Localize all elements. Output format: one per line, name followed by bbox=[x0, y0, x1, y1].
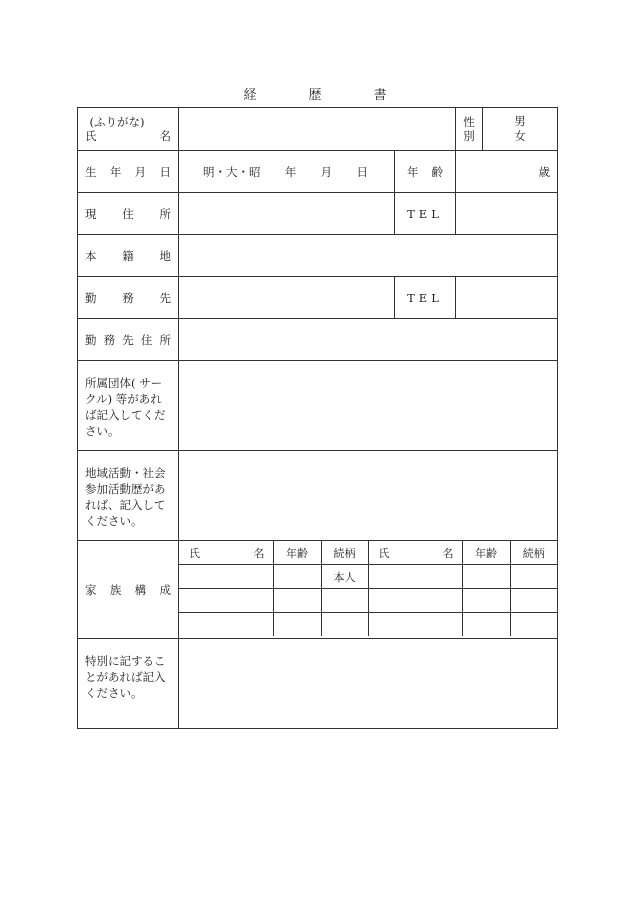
family-name-header bbox=[368, 541, 462, 565]
family-age-cell[interactable] bbox=[462, 565, 510, 589]
work-address-field[interactable] bbox=[179, 319, 558, 361]
community-field[interactable] bbox=[179, 451, 558, 541]
label-line: ば記入してくだ bbox=[85, 408, 166, 422]
family-name-cell[interactable] bbox=[368, 613, 462, 637]
groups-row bbox=[78, 361, 558, 451]
title-char: 歴 bbox=[308, 88, 322, 103]
domicile-label bbox=[78, 235, 179, 277]
label-char: 地 bbox=[159, 248, 171, 263]
gender-label bbox=[456, 108, 483, 151]
label-char: 家 bbox=[85, 582, 97, 597]
family-member-row bbox=[179, 589, 557, 613]
document-title bbox=[0, 84, 630, 103]
gender-label-char: 性 bbox=[463, 115, 475, 129]
address-label bbox=[78, 193, 179, 235]
family-age-header: 年齢 bbox=[462, 541, 510, 565]
family-age-header: 年齢 bbox=[273, 541, 321, 565]
name-row bbox=[78, 108, 558, 151]
family-member-row bbox=[179, 613, 557, 637]
name-label bbox=[78, 108, 179, 151]
age-unit: 歳 bbox=[538, 164, 550, 179]
age-field[interactable] bbox=[456, 151, 558, 193]
label-line: クル) 等があれ bbox=[85, 392, 162, 406]
family-name-cell[interactable] bbox=[179, 589, 273, 613]
family-table bbox=[179, 541, 557, 636]
label-char: 住 bbox=[140, 332, 153, 347]
header-char: 名 bbox=[253, 546, 265, 560]
workplace-tel-label: TEL bbox=[395, 277, 456, 319]
title-char: 経 bbox=[243, 88, 257, 103]
label-char: 成 bbox=[159, 582, 171, 597]
family-age-cell[interactable] bbox=[273, 589, 321, 613]
label-char: 所 bbox=[159, 332, 171, 347]
family-relation-cell[interactable]: 本人 bbox=[321, 565, 368, 589]
address-row bbox=[78, 193, 558, 235]
community-row bbox=[78, 451, 558, 541]
era-options: 明・大・昭 bbox=[203, 164, 261, 179]
groups-field[interactable] bbox=[179, 361, 558, 451]
name-label-char: 名 bbox=[159, 129, 171, 143]
label-char: 年 bbox=[109, 164, 122, 179]
workplace-tel-field[interactable] bbox=[456, 277, 558, 319]
label-char: 本 bbox=[85, 248, 97, 263]
family-label bbox=[78, 541, 179, 639]
month-label: 月 bbox=[320, 164, 333, 179]
label-char: 生 bbox=[85, 164, 97, 179]
label-line: 所属団体( サー bbox=[85, 376, 163, 390]
family-age-cell[interactable] bbox=[462, 613, 510, 637]
family-relation-cell[interactable] bbox=[510, 589, 557, 613]
header-char: 名 bbox=[442, 546, 454, 560]
label-char: 年 bbox=[407, 164, 419, 179]
label-char: 籍 bbox=[122, 248, 134, 263]
label-char: 務 bbox=[103, 332, 116, 347]
label-line: れば、記入して bbox=[85, 498, 166, 512]
label-char: 先 bbox=[159, 290, 171, 305]
label-char: 日 bbox=[159, 164, 171, 179]
family-relation-header: 続柄 bbox=[510, 541, 557, 565]
family-relation-cell[interactable] bbox=[321, 613, 368, 637]
day-label: 日 bbox=[356, 164, 368, 179]
workplace-field[interactable] bbox=[179, 277, 395, 319]
birthdate-label bbox=[78, 151, 179, 193]
gender-female-option[interactable]: 女 bbox=[514, 129, 526, 143]
header-char: 氏 bbox=[378, 546, 390, 560]
label-char: 務 bbox=[122, 290, 134, 305]
family-name-cell[interactable] bbox=[179, 613, 273, 637]
label-char: 先 bbox=[122, 332, 134, 347]
gender-male-option[interactable]: 男 bbox=[514, 114, 526, 128]
label-char: 族 bbox=[109, 582, 122, 597]
domicile-row bbox=[78, 235, 558, 277]
name-label-char: 氏 bbox=[85, 129, 97, 143]
family-name-cell[interactable] bbox=[368, 589, 462, 613]
address-tel-label: TEL bbox=[395, 193, 456, 235]
furigana-label: (ふりがな) bbox=[89, 115, 145, 129]
label-char: 齢 bbox=[431, 164, 443, 179]
gender-label-char: 別 bbox=[463, 129, 475, 143]
title-char: 書 bbox=[373, 88, 387, 103]
work-address-row bbox=[78, 319, 558, 361]
birthdate-field[interactable] bbox=[179, 151, 395, 193]
year-label: 年 bbox=[284, 164, 297, 179]
label-line: さい。 bbox=[85, 424, 120, 438]
address-tel-field[interactable] bbox=[456, 193, 558, 235]
gender-field[interactable] bbox=[483, 108, 558, 151]
family-age-cell[interactable] bbox=[273, 565, 321, 589]
family-header-row bbox=[179, 541, 557, 565]
groups-label bbox=[78, 361, 179, 451]
remarks-field[interactable] bbox=[179, 639, 558, 729]
family-name-cell[interactable] bbox=[179, 565, 273, 589]
label-line: 参加活動歴があ bbox=[85, 482, 166, 496]
domicile-field[interactable] bbox=[179, 235, 558, 277]
label-line: ください。 bbox=[85, 686, 143, 700]
remarks-label bbox=[78, 639, 179, 729]
family-relation-cell[interactable] bbox=[321, 589, 368, 613]
label-char: 現 bbox=[85, 206, 97, 221]
family-age-cell[interactable] bbox=[462, 589, 510, 613]
family-row bbox=[78, 541, 558, 639]
work-address-label bbox=[78, 319, 179, 361]
family-member-row bbox=[179, 565, 557, 589]
address-field[interactable] bbox=[179, 193, 395, 235]
family-relation-cell[interactable] bbox=[510, 613, 557, 637]
header-char: 氏 bbox=[189, 546, 200, 560]
workplace-label bbox=[78, 277, 179, 319]
label-char: 所 bbox=[159, 206, 171, 221]
birth-row bbox=[78, 151, 558, 193]
label-char: 住 bbox=[122, 206, 134, 221]
family-name-header bbox=[179, 541, 273, 565]
workplace-row bbox=[78, 277, 558, 319]
label-char: 構 bbox=[134, 582, 147, 597]
age-label bbox=[395, 151, 456, 193]
family-relation-header: 続柄 bbox=[321, 541, 368, 565]
name-field[interactable] bbox=[179, 108, 456, 151]
family-age-cell[interactable] bbox=[273, 613, 321, 637]
family-name-cell[interactable] bbox=[368, 565, 462, 589]
label-line: とがあれば記入 bbox=[85, 670, 166, 684]
label-line: 地域活動・社会 bbox=[85, 466, 166, 480]
family-relation-cell[interactable] bbox=[510, 565, 557, 589]
label-line: 特別に記するこ bbox=[85, 654, 166, 668]
remarks-row bbox=[78, 639, 558, 729]
label-line: ください。 bbox=[85, 514, 143, 528]
resume-form bbox=[77, 107, 558, 729]
label-char: 月 bbox=[134, 164, 147, 179]
label-char: 勤 bbox=[85, 332, 97, 347]
family-table-cell bbox=[179, 541, 558, 639]
community-label bbox=[78, 451, 179, 541]
label-char: 勤 bbox=[85, 290, 97, 305]
